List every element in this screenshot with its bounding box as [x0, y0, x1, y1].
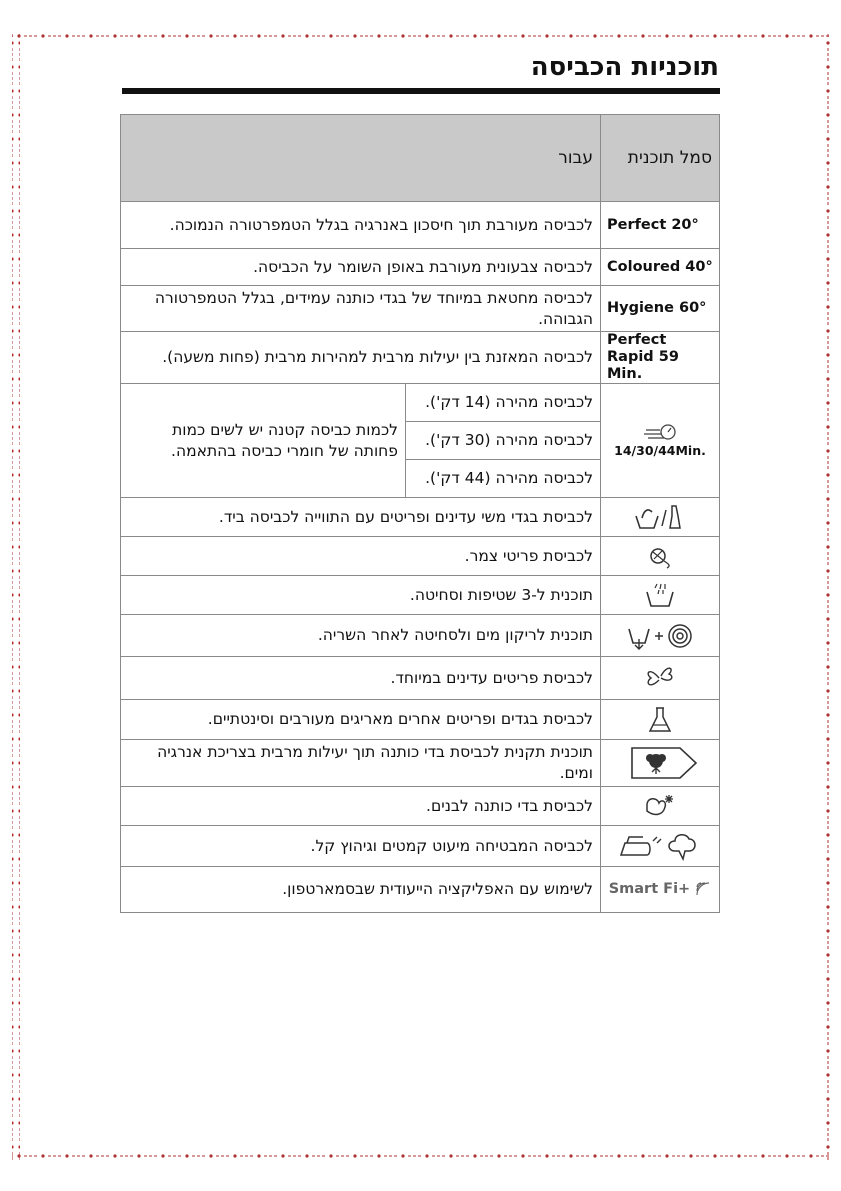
symbol-rapid-14-30-44 [601, 384, 720, 498]
desc-wool: לכביסת פריטי צמר. [121, 537, 601, 576]
title-rule [122, 88, 720, 94]
symbol-rinse [601, 576, 720, 615]
header-for: עבור [121, 115, 601, 202]
table-row [121, 537, 720, 576]
desc-drain-spin: תוכנית לריקון מים ולסחיטה לאחר השריה. [121, 615, 601, 657]
desc-coloured-40: לכביסה צבעונית מעורבת באופן השומר על הכביסה. [121, 249, 601, 286]
table-row [121, 249, 720, 286]
symbol-drain-spin [601, 615, 720, 657]
table-row [121, 657, 720, 700]
handwash-delicate-icon [632, 502, 688, 532]
rapid-wash-icon [640, 422, 680, 442]
table-row [121, 202, 720, 249]
table-row [121, 867, 720, 913]
symbol-delicates [601, 657, 720, 700]
table-row [121, 332, 720, 384]
synthetic-flask-icon [647, 705, 673, 735]
symbol-wool [601, 537, 720, 576]
symbol-synthetic [601, 700, 720, 740]
table-row [121, 286, 720, 332]
programs-table [120, 114, 720, 913]
symbol-perfect-rapid: Perfect Rapid 59 Min. [601, 332, 720, 384]
desc-synthetic: לכביסת בגדים ופריטים אחרים מאריגים מעורבים וסינטתיים. [121, 700, 601, 740]
desc-easy-iron: לכביסה המבטיחה מיעוט קמטים וגיהוץ קל. [121, 826, 601, 867]
desc-rinse: תוכנית ל-3 שטיפות וסחיטה. [121, 576, 601, 615]
easy-iron-icon [617, 829, 703, 863]
table-row [121, 787, 720, 826]
rapid-sub-44: לכביסה מהירה (44 דק'). [406, 460, 601, 498]
rinse-icon [643, 580, 677, 610]
symbol-eco-cotton [601, 740, 720, 787]
rapid-sub-14: לכביסה מהירה (14 דק'). [406, 384, 601, 422]
desc-white-cotton: לכביסת בדי כותנה לבנים. [121, 787, 601, 826]
desc-smart-fi: לשימוש עם האפליקציה הייעודית שבסמארטפון. [121, 867, 601, 913]
drain-spin-icon [625, 621, 695, 651]
white-cotton-icon [643, 791, 677, 821]
symbol-white-cotton [601, 787, 720, 826]
desc-delicates: לכביסת פריטים עדינים במיוחד. [121, 657, 601, 700]
symbol-handwash [601, 498, 720, 537]
eco-cotton-icon [620, 744, 700, 782]
rapid-symbol-label: 14/30/44Min. [614, 442, 706, 458]
smart-fi-label: Smart Fi+ [608, 881, 691, 897]
header-symbol: סמל תוכנית [601, 115, 720, 202]
table-row [121, 384, 720, 422]
table-header-row [121, 115, 720, 202]
rapid-sub-30: לכביסה מהירה (30 דק'). [406, 422, 601, 460]
desc-handwash: לכביסת בגדי משי עדינים ופריטים עם התווייה לכביסה ביד. [121, 498, 601, 537]
symbol-hygiene-60: Hygiene 60° [601, 286, 720, 332]
table-row [121, 826, 720, 867]
desc-perfect-rapid: לכביסה המאזנת בין יעילות מרבית למהירות מרבית (פחות משעה). [121, 332, 601, 384]
symbol-easy-iron [601, 826, 720, 867]
desc-hygiene-60: לכביסה מחטאת במיוחד של בגדי כותנה עמידים, בגלל הטמפרטורה הגבוהה. [121, 286, 601, 332]
table-row [121, 615, 720, 657]
symbol-coloured-40: Coloured 40° [601, 249, 720, 286]
symbol-perfect-20: Perfect 20° [601, 202, 720, 249]
table-row [121, 576, 720, 615]
table-row [121, 498, 720, 537]
butterfly-delicates-icon [643, 662, 677, 694]
desc-eco-cotton: תוכנית תקנית לכביסת בדי כותנה תוך יעילות מרבית בצריכת אנרגיה ומים. [121, 740, 601, 787]
page-title: תוכניות הכביסה [530, 52, 719, 82]
desc-perfect-20: לכביסה מעורבת תוך חיסכון באנרגיה בגלל הטמפרטורה הנמוכה. [121, 202, 601, 249]
wifi-signal-icon [695, 881, 711, 897]
wool-yarn-icon [645, 542, 675, 570]
rapid-desc: לכמות כביסה קטנה יש לשים כמות פחותה של חומרי כביסה בהתאמה. [121, 384, 406, 498]
table-row [121, 700, 720, 740]
table-row [121, 740, 720, 787]
symbol-smart-fi [601, 867, 720, 913]
